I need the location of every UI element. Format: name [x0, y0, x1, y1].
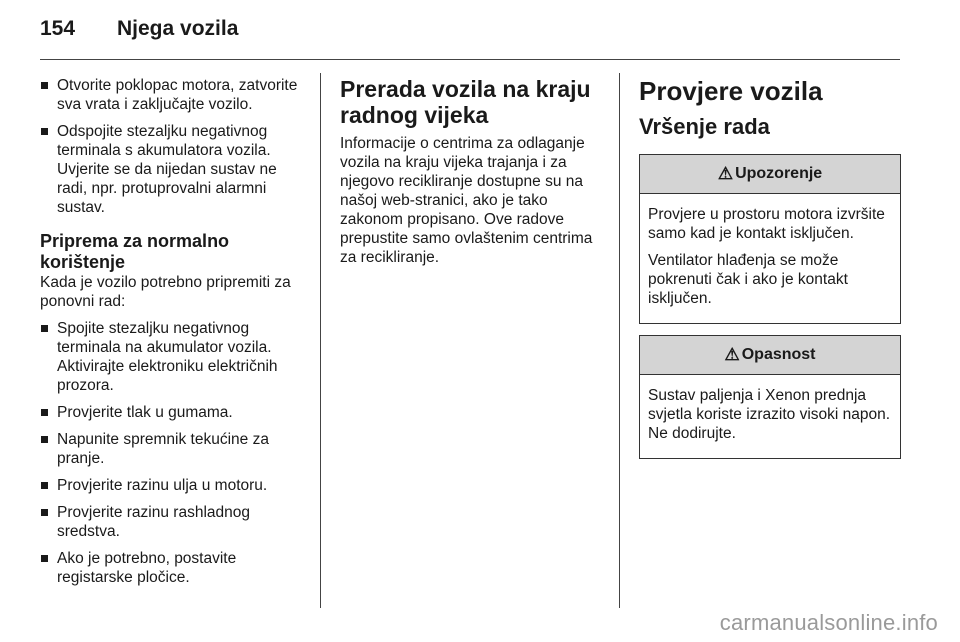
bullet-square-icon — [41, 82, 48, 89]
list-item-text: Odspojite stezaljku negativnog terminala s akumulatora vozila. Uvjerite se da nijedan sustav ne radi, npr. protuprovalni alarmni sustav. — [57, 123, 277, 216]
list-item-text: Provjerite tlak u gumama. — [57, 404, 233, 421]
danger-box-title: Opasnost — [741, 346, 816, 363]
column-separator — [619, 73, 620, 608]
bullet-square-icon — [41, 555, 48, 562]
section-heading: Prerada vozila na kraju radnog vijeka — [340, 76, 591, 128]
bullet-list-prepare — [40, 319, 308, 587]
warning-triangle-icon: ⚠ — [717, 164, 734, 183]
bullet-square-icon — [41, 509, 48, 516]
list-item — [40, 122, 308, 217]
section-body: Informacije o centrima za odlaganje vozila na kraju vijeka trajanja i za njegovo recikliranje dostupne su na našoj web-stranici, ako je tako zakonom propisano. Ove radove prepustite samo ovlaštenim centrima za recikliranje. — [340, 135, 593, 266]
column-separator — [320, 73, 321, 608]
section-heading: Priprema za normalno korištenje — [40, 231, 230, 272]
danger-box-body — [640, 375, 900, 458]
list-item-text: Provjerite razinu ulja u motoru. — [57, 477, 268, 494]
warning-box-header — [640, 155, 900, 194]
watermark: carmanualsonline.info — [719, 610, 938, 635]
warning-text: Ventilator hlađenja se može pokrenuti čak i ako je kontakt isključen. — [648, 252, 848, 307]
list-item — [40, 319, 308, 395]
list-item — [40, 503, 308, 541]
list-item — [40, 476, 308, 495]
warning-box-body — [640, 194, 900, 323]
page-number: 154 — [40, 17, 76, 40]
bullet-list-storage — [40, 76, 308, 217]
warning-box — [639, 154, 901, 324]
warning-triangle-icon: ⚠ — [724, 345, 740, 364]
list-item — [40, 430, 308, 468]
column-left — [40, 76, 308, 595]
list-item — [40, 549, 308, 587]
list-item — [40, 403, 308, 422]
bullet-square-icon — [41, 436, 48, 443]
section-intro: Kada je vozilo potrebno pripremiti za ponovni rad: — [40, 274, 291, 310]
warning-box-title: Upozorenje — [735, 165, 823, 182]
bullet-square-icon — [41, 482, 48, 489]
list-item-text: Spojite stezaljku negativnog terminala na akumulator vozila. Aktivirajte elektroniku električnih prozora. — [57, 320, 278, 394]
bullet-square-icon — [41, 128, 48, 135]
danger-text: Sustav paljenja i Xenon prednja svjetla koriste izrazito visoki napon. Ne dodirujte. — [648, 387, 891, 442]
page-title: Njega vozila — [117, 17, 239, 40]
list-item-text: Provjerite razinu rashladnog sredstva. — [57, 504, 250, 540]
header-rule — [40, 59, 900, 60]
list-item-text: Napunite spremnik tekućine za pranje. — [57, 431, 269, 467]
danger-box — [639, 335, 901, 459]
bullet-square-icon — [41, 409, 48, 416]
column-right — [639, 76, 901, 470]
list-item-text: Otvorite poklopac motora, zatvorite sva vrata i zaključajte vozilo. — [57, 77, 298, 113]
list-item — [40, 76, 308, 114]
list-item-text: Ako je potrebno, postavite registarske pločice. — [57, 550, 237, 586]
bullet-square-icon — [41, 325, 48, 332]
column-middle — [340, 76, 602, 275]
warning-text: Provjere u prostoru motora izvršite samo kad je kontakt isključen. — [648, 206, 885, 242]
danger-box-header — [640, 336, 900, 375]
chapter-heading: Provjere vozila — [639, 76, 823, 106]
section-heading: Vršenje rada — [639, 114, 770, 139]
